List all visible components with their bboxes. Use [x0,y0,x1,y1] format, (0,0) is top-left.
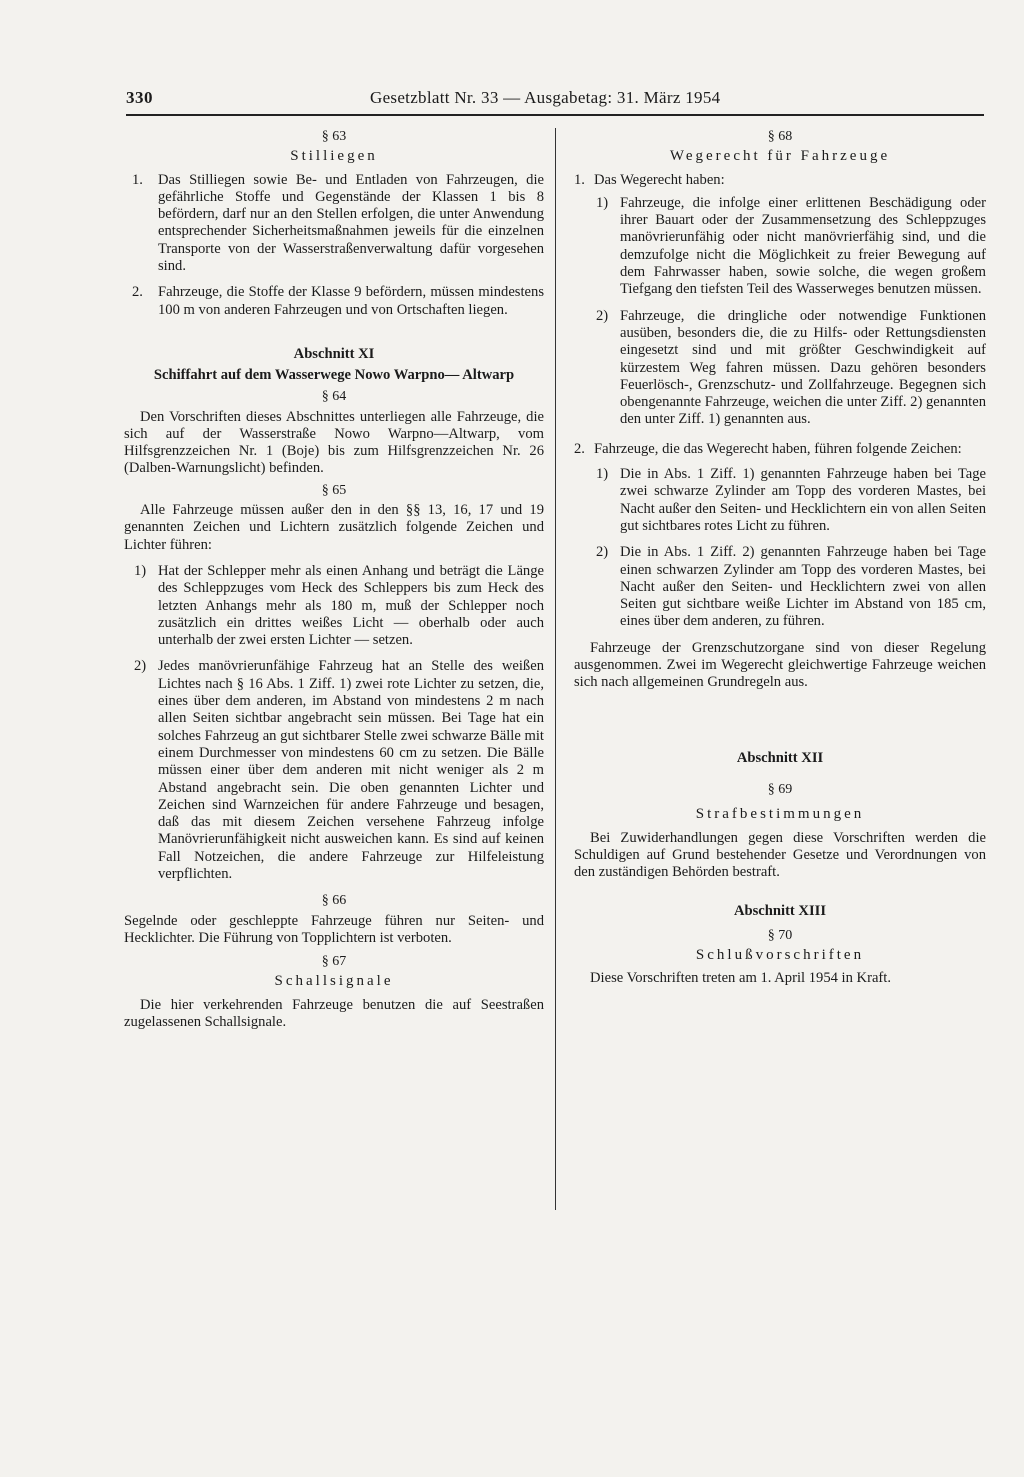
section-64-text: Den Vorschriften dieses Abschnittes unterliegen alle Fahrzeuge, die sich auf der Wasserstraße Nowo Warpno—Altwarp, vom Hilfsgrenzzeichen Nr. 1 (Boje) bis zum Hilfsgrenzzeichen Nr. 26 (Dalben-Warnungslicht) befinden. [124,408,544,477]
section-65-intro: Alle Fahrzeuge müssen außer den in den §§ 13, 16, 17 und 19 genannten Zeichen und Lichtern zusätzlich folgende Zeichen und Lichter führen: [124,502,544,553]
item-intro: Fahrzeuge, die das Wegerecht haben, führen folgende Zeichen: [594,440,962,457]
section-67-text: Die hier verkehrenden Fahrzeuge benutzen die auf Seestraßen zugelassenen Schallsignale. [124,996,544,1031]
list-item [596,466,986,535]
sub-list [574,195,986,429]
item-number: 2) [134,658,147,675]
right-column [574,128,986,992]
item-text: Die in Abs. 1 Ziff. 2) genannten Fahrzeuge haben bei Tage einen schwarzen Zylinder am Topp des vorderen Mastes, bei Nacht außer den Seiten- und Hecklichtern zwei von allen Seiten gut sichtbare weiße Lichter im Abstand von 185 cm, eines über dem anderen, zu führen. [620,544,986,630]
section-sign-64: § 64 [321,389,347,405]
item-intro: Das Wegerecht haben: [594,171,725,188]
list-item [124,563,544,649]
section-sign-68: § 68 [767,129,793,144]
item-number: 2) [596,307,609,324]
item-text: Die in Abs. 1 Ziff. 1) genannten Fahrzeuge haben bei Tage zwei schwarze Zylinder am Topp des vorderen Mastes, bei Nacht außer den Seiten- und Hecklichtern ein von allen Seiten gut sichtbares rotes Licht zu führen. [620,466,986,534]
header-title: Gesetzblatt Nr. 33 — Ausgabetag: 31. März 1954 [370,88,721,107]
sub-list [574,466,986,631]
item-text: Das Stilliegen sowie Be- und Entladen von Fahrzeugen, die gefährliche Stoffe und Gegenstände der Klassen 1 bis 8 befördern, darf nur an den Stellen erfolgen, die unter Anwendung entsprechender Sicherheitsmaßnahmen jeweils für die einzelnen Transporte von der Wasserstraßenverwaltung dafür vorgesehen sind. [158,171,544,275]
section-66-text: Segelnde oder geschleppte Fahrzeuge führen nur Seiten- und Hecklichter. Die Führung von Topplichtern ist verboten. [124,912,544,946]
item-number: 1) [134,562,147,579]
header-rule [126,114,984,116]
section-heading-stilliegen: Stilliegen [290,148,378,165]
item-number: 1. [574,171,585,188]
list-item [596,544,986,630]
left-column [124,128,544,1035]
item-text: Fahrzeuge, die Stoffe der Klasse 9 befördern, müssen mindestens 100 m von anderen Fahrzeugen und von Ortschaften liegen. [158,284,544,318]
section-sign-65: § 65 [321,482,347,498]
section-heading-wegerecht: Wegerecht für Fahrzeuge [669,148,891,165]
list-item [574,441,986,458]
section-sign-66: § 66 [321,893,347,909]
list-item [574,172,986,189]
page-number: 330 [126,88,153,107]
item-number: 2) [596,544,609,561]
item-number: 1) [596,194,609,211]
item-text: Fahrzeuge, die infolge einer erlittenen Beschädigung oder ihrer Bauart oder der Zusammensetzung des Schleppzuges manövrierunfähig oder nicht manövrierfähig sind, und die demzufolge nicht die Möglichkeit zu freier Bewegung auf dem Fahrwasser haben, sowie solche, die wegen großem Tiefgang den tiefsten Teil des Wasserweges benutzen müssen. [620,194,986,298]
list-item [596,195,986,299]
list-item [124,658,544,883]
section-heading-strafbestimmungen: Strafbestimmungen [695,806,865,823]
column-divider [555,128,556,1210]
abschnitt-xii-title: Abschnitt XII [736,749,824,766]
section-heading-schlussvorschriften: Schlußvorschriften [695,946,865,963]
section-70-text: Diese Vorschriften treten am 1. April 1954 in Kraft. [590,970,891,987]
item-number: 2. [574,440,585,457]
section-sign-70: § 70 [767,927,793,943]
section-69-text: Bei Zuwiderhandlungen gegen diese Vorschriften werden die Schuldigen auf Grund bestehender Gesetze und Verordnungen von den zuständigen Behörden bestraft. [574,829,986,881]
item-text: Hat der Schlepper mehr als einen Anhang und beträgt die Länge des Schleppzuges vom Heck des Schleppers bis zum Heck des letzten Anhangs mehr als 180 m, muß der Schlepper noch zusätzlich ein drittes weißes Licht — oberhalb oder auch unterhalb der zwei ersten Lichter — setzen. [158,562,544,649]
abschnitt-xi-subtitle: Schiffahrt auf dem Wasserwege Nowo Warpno— Altwarp [153,367,515,384]
item-number: 1. [132,171,143,188]
list-item [596,308,986,429]
item-number: 2. [132,284,143,301]
abschnitt-xi-title: Abschnitt XI [293,345,375,362]
abschnitt-xiii-title: Abschnitt XIII [733,903,827,920]
section-sign-69: § 69 [767,781,793,797]
section-heading-schallsignale: Schallsignale [274,973,394,990]
item-text: Jedes manövrierunfähige Fahrzeug hat an Stelle des weißen Lichtes nach § 16 Abs. 1 Ziff. 1) zwei rote Lichter zu setzen, die, eines über dem anderen, im Abstand von mindestens 2 m nach allen Seiten sichtbar angebracht sein müssen. Bei Tage hat ein solches Fahrzeug an gut sichtbarer Stelle zwei schwarze Bälle mit einem Durchmesser von mindestens 60 cm zu setzen. Die Bälle müssen einer über dem anderen mit nicht weniger als 2 m Abstand angebracht sein. Die oben genannten Lichter und Zeichen sind Warnzeichen für andere Fahrzeuge und besagen, daß das mit diesem Zeichen versehene Fahrzeug infolge Manövrierunfähigkeit nicht ausweichen kann. Es sind auf keinen Fall Notzeichen, die andere Fahrzeuge zur Hilfeleistung verpflichten. [158,658,544,882]
page-header [126,84,984,114]
item-text: Fahrzeuge, die dringliche oder notwendige Funktionen ausüben, besonders die, die zu Hilfs- oder Rettungsdiensten eingesetzt sind und mit größter Geschwindigkeit auf kürzestem Weg fahren müssen. Dazu gehören besonders Feuerlösch-, Grenzschutz- und Zollfahrzeuge. Begegnen sich obengenannte Fahrzeuge, weichen die unter Ziff. 2) genannten den unter Ziff. 1) genannten aus. [620,307,986,428]
section-sign-67: § 67 [321,954,347,970]
section-68-closing: Fahrzeuge der Grenzschutzorgane sind von dieser Regelung ausgenommen. Zwei im Wegerecht gleichwertige Fahrzeuge weichen sich nach allgemeinen Grundregeln aus. [574,639,986,691]
list-item [124,172,544,276]
list-item [124,284,544,319]
item-number: 1) [596,466,609,483]
section-sign-63: § 63 [321,129,347,144]
